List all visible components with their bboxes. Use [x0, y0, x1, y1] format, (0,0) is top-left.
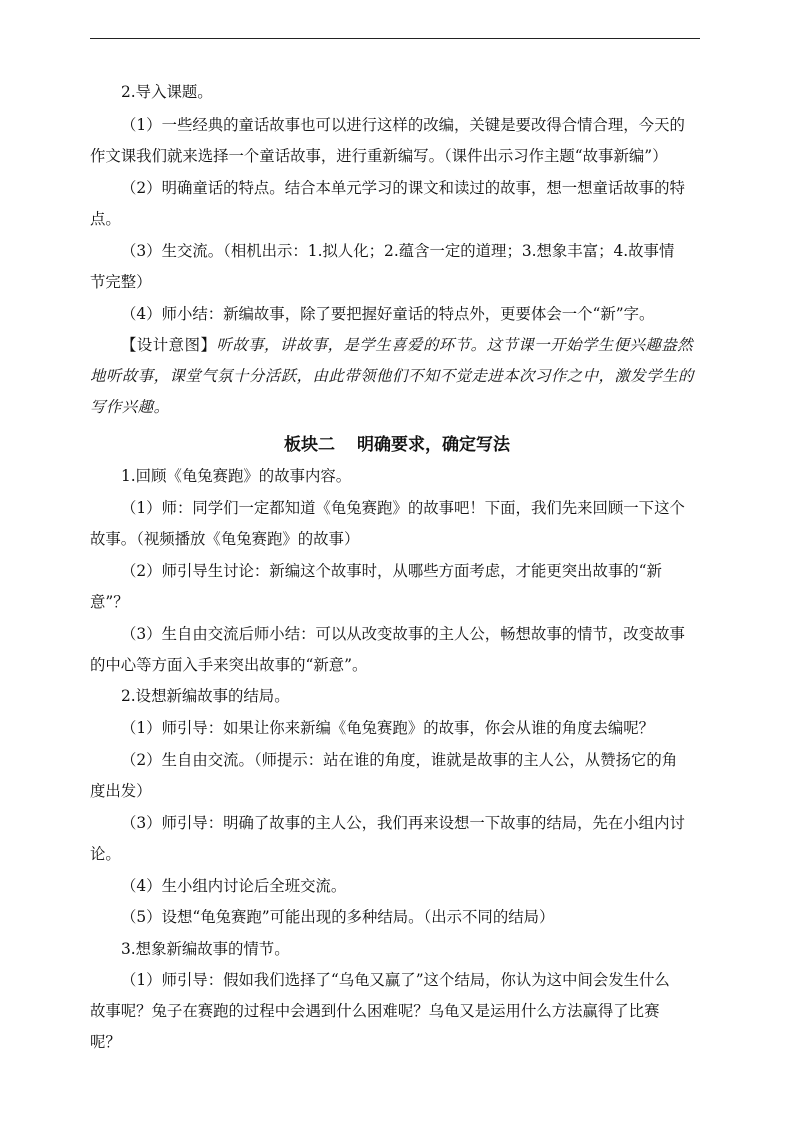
paragraph-line: 故事呢？兔子在赛跑的过程中会遇到什么困难呢？乌龟又是运用什么方法赢得了比赛	[90, 1002, 660, 1020]
design-intent-line	[121, 335, 731, 355]
paragraph-line: （3）生自由交流后师小结：可以从改变故事的主人公，畅想故事的情节，改变故事	[121, 625, 685, 643]
section-title-text: 明确要求，确定写法	[357, 435, 510, 455]
paragraph-line: （2）明确童话的特点。结合本单元学习的课文和读过的故事，想一想童话故事的特	[121, 179, 685, 197]
section-title-number: 板块二	[284, 435, 335, 455]
paragraph-line: （1）师引导：假如我们选择了“乌龟又赢了”这个结局，你认为这中间会发生什么	[121, 971, 670, 989]
design-intent-tag: 【设计意图】	[121, 336, 217, 354]
paragraph-line: （5）设想“龟兔赛跑”可能出现的多种结局。（出示不同的结局）	[121, 908, 555, 926]
design-intent-text: 听故事，讲故事，是学生喜爱的环节。这节课一开始学生便兴趣盎然	[216, 336, 694, 354]
paragraph-line: （3）生交流。（相机出示：1.拟人化；2.蕴含一定的道理；3.想象丰富；4.故事情	[121, 242, 675, 260]
paragraph-heading: 3.想象新编故事的情节。	[121, 940, 290, 958]
paragraph-line: （3）师引导：明确了故事的主人公，我们再来设想一下故事的结局，先在小组内讨	[121, 814, 685, 832]
design-intent-line: 写作兴趣。	[90, 398, 170, 416]
paragraph-line: （1）师引导：如果让你来新编《龟兔赛跑》的故事，你会从谁的角度去编呢？	[121, 719, 655, 737]
paragraph-heading: 2.设想新编故事的结局。	[121, 687, 290, 705]
paragraph-line: 呢？	[90, 1033, 121, 1051]
header-rule	[90, 38, 700, 39]
design-intent-line: 地听故事，课堂气氛十分活跃，由此带领他们不知不觉走进本次习作之中，激发学生的	[90, 367, 694, 385]
paragraph-line: （4）师小结：新编故事，除了要把握好童话的特点外，更要体会一个“新”字。	[121, 305, 655, 323]
paragraph-line: 点。	[90, 210, 121, 228]
paragraph-heading: 1.回顾《龟兔赛跑》的故事内容。	[121, 467, 352, 485]
paragraph-heading: 2.导入课题。	[121, 83, 213, 101]
paragraph-line: 的中心等方面入手来突出故事的“新意”。	[90, 656, 368, 674]
paragraph-line: 意”？	[90, 593, 129, 611]
paragraph-line: 度出发）	[90, 782, 152, 800]
paragraph-line: 论。	[90, 845, 121, 863]
section-title	[0, 430, 794, 455]
paragraph-line: （2）师引导生讨论：新编这个故事时，从哪些方面考虑，才能更突出故事的“新	[121, 562, 662, 580]
paragraph-line: （2）生自由交流。（师提示：站在谁的角度，谁就是故事的主人公，从赞扬它的角	[121, 751, 678, 769]
paragraph-line: 作文课我们就来选择一个童话故事，进行重新编写。（课件出示习作主题“故事新编”）	[90, 147, 668, 165]
paragraph-line: （1）一些经典的童话故事也可以进行这样的改编，关键是要改得合情合理，今天的	[121, 116, 685, 134]
paragraph-line: 节完整）	[90, 273, 152, 291]
paragraph-line: 故事。（视频播放《龟兔赛跑》的故事）	[90, 530, 360, 548]
paragraph-line: （1）师：同学们一定都知道《龟兔赛跑》的故事吧！下面，我们先来回顾一下这个	[121, 499, 685, 517]
paragraph-line: （4）生小组内讨论后全班交流。	[121, 877, 347, 895]
